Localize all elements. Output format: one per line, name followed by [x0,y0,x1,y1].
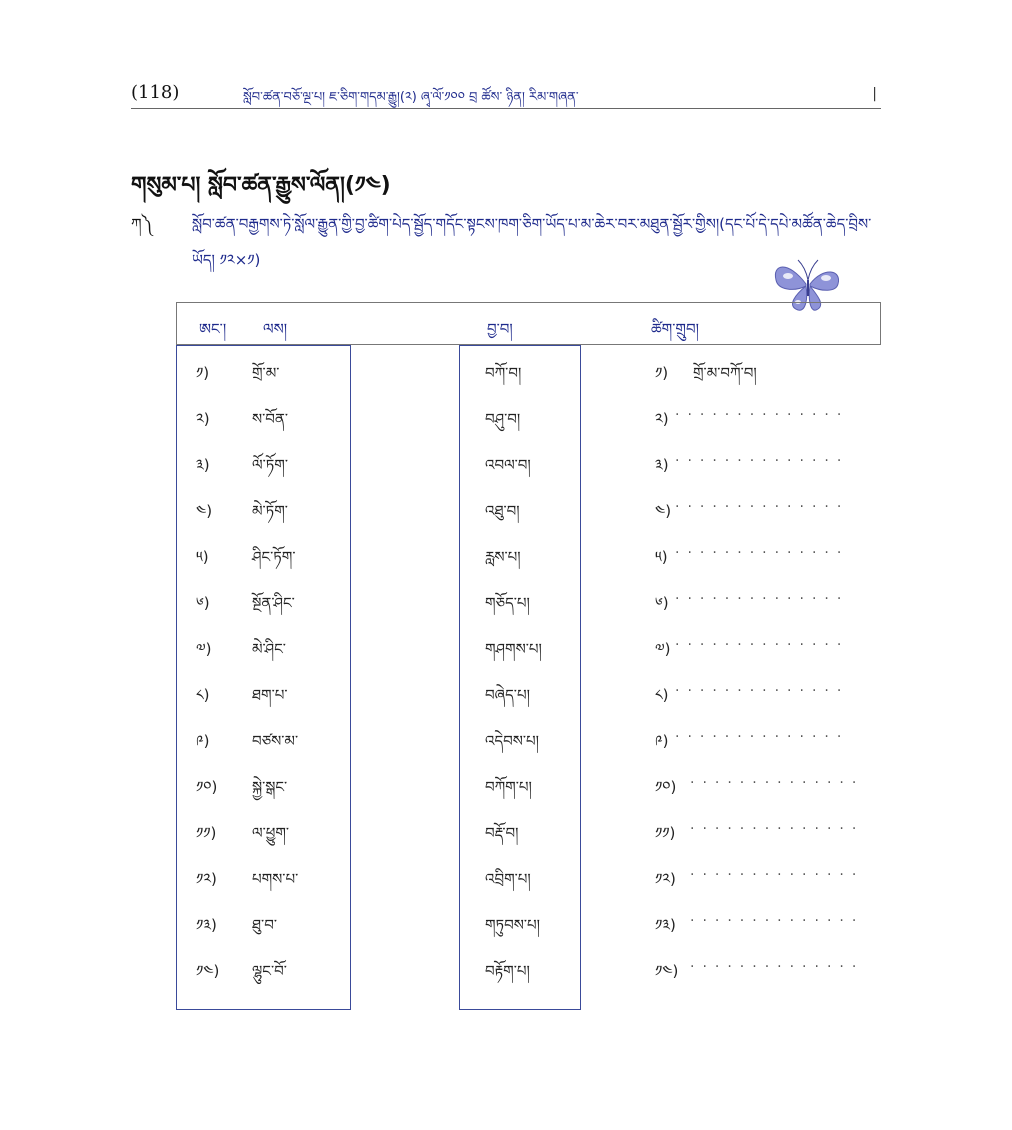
row-verb: གཅོད་པ། [485,594,530,612]
row-verb: འབྲིག་པ། [485,870,531,888]
answer-blank[interactable]: ·············· [675,637,850,653]
answer-number: ༡༢) [655,870,676,888]
row-verb: བརྟོག་པ། [485,962,530,980]
row-number: ༡༡) [196,824,217,842]
row-noun: མེ་ཤིང་ [252,640,286,658]
table-row [0,817,1012,857]
table-row [0,955,1012,995]
row-verb: བཀོ་བ། [485,364,522,382]
answer-blank[interactable]: ·············· [690,913,865,929]
answer-blank[interactable]: ·············· [675,729,850,745]
answer-blank[interactable]: ·············· [675,591,850,607]
row-noun: གྲོ་མ་ [252,364,280,382]
row-number: ༨) [196,686,210,704]
row-number: ༡) [196,364,210,382]
row-number: ༦) [196,594,210,612]
table-row [0,449,1012,489]
row-verb: བཞེད་པ། [485,686,530,704]
row-number: ༥) [196,548,209,566]
row-noun: ལྷུང་བོ་ [252,962,287,980]
row-noun: ཐག་པ་ [252,686,288,704]
header-verb: བྱ་བ། [487,320,513,338]
row-noun: བཙས་མ་ [252,732,299,750]
row-number: ༡༢) [196,870,217,888]
row-noun: ལ་ཕྱུག་ [252,824,290,842]
row-verb: འདེབས་པ། [485,732,539,750]
answer-blank[interactable]: ·············· [675,683,850,699]
row-noun: མེ་ཏོག་ [252,502,288,520]
answer-number: ༡༡) [655,824,676,842]
answer-blank[interactable]: ·············· [675,453,850,469]
row-verb: བཤུ་བ། [485,410,521,428]
row-number: ༧) [196,640,212,658]
header-divider-bar: | [872,86,877,102]
answer-blank[interactable]: ·············· [675,545,850,561]
row-number: ༡༠) [196,778,218,796]
answer-number: ༢) [655,410,669,428]
table-row [0,633,1012,673]
row-verb: བཀོག་པ། [485,778,532,796]
section-title: གསུམ་པ། སློབ་ཚན་རྒྱུས་ལོན།(༡༤) [131,173,391,198]
answer-blank[interactable]: ·············· [675,499,850,515]
row-verb: གཤགས་པ། [485,640,542,658]
table-row [0,403,1012,443]
page-header [131,80,881,109]
header-sentence: ཚིག་གྲུབ། [651,320,699,338]
answer-blank[interactable]: ·············· [675,407,850,423]
row-noun: སྔོན་ཤིང་ [252,594,295,612]
table-row [0,357,1012,397]
running-title: སློབ་ཚན་བཅོ་ལྔ་པ། ཇ་ཅིག་གདམ་རྒྱུ།(༢) ཞྭ་ལོ་༡༠༠ བྲ ཚོས་ ཉིན། རིམ་གཞན་ [243,90,579,105]
question-label: ཀ༽ [131,215,153,233]
answer-number: ༨) [655,686,669,704]
header-noun: ལས། [263,320,288,338]
row-number: ༡༣) [196,916,217,934]
answer-number: ༩) [655,732,669,750]
row-number: ༣) [196,456,210,474]
answer-blank[interactable]: ·············· [690,959,865,975]
answer-number: ༣) [655,456,669,474]
table-row [0,587,1012,627]
table-row [0,863,1012,903]
row-verb: གཏུབས་པ། [485,916,540,934]
answer-number: ༡) [655,364,669,382]
row-noun: པགས་པ་ [252,870,299,888]
row-number: ༢) [196,410,210,428]
answer-blank[interactable]: ·············· [690,775,865,791]
answer-number: ༤) [655,502,672,520]
answer-example: གྲོ་མ་བཀོ་བ། [693,364,757,382]
row-noun: སྐྱེ་སྒང་ [252,778,288,796]
answer-number: ༡༣) [655,916,676,934]
question-instruction: སློབ་ཚན་བརྒྱགས་ཏེ་སློལ་རྒྱུན་གྱི་བྱ་ཚིག་པེད་སྦྱོད་གདོང་སྟངས་ཁག་ཅིག་ཡོད་པ་མ་ཆེར་བར་མཐུན་སྦྱོར་གྱིས།(དང་པོ་དེ་དཔེ་མཚོན་ཆེད་བྲིས་ཡོད། ༡༢×༡) [192,215,872,269]
row-noun: ཤིང་ཏོག་ [252,548,296,566]
row-number: ༩) [196,732,210,750]
answer-number: ༧) [655,640,671,658]
table-row [0,495,1012,535]
row-number: ༡༤) [196,962,220,980]
answer-blank[interactable]: ·············· [690,821,865,837]
page-number: (118) [131,82,180,103]
answer-number: ༥) [655,548,668,566]
answer-number: ༦) [655,594,669,612]
header-number: ཨང་། [199,320,227,338]
table-header [176,302,881,345]
row-number: ༤) [196,502,213,520]
answer-number: ༡༠) [655,778,677,796]
row-verb: བརྡོ་བ། [485,824,519,842]
answer-blank[interactable]: ·············· [690,867,865,883]
row-verb: འཐུ་བ། [485,502,520,520]
row-verb: འབལ་བ། [485,456,531,474]
answer-number: ༡༤) [655,962,679,980]
table-row [0,771,1012,811]
row-noun: ས་བོན་ [252,410,289,428]
table-row [0,909,1012,949]
row-noun: ལོ་ཏོག་ [252,456,288,474]
table-row [0,541,1012,581]
row-verb: རླས་པ། [485,548,521,566]
row-noun: ཐུ་བ་ [252,916,277,934]
table-row [0,679,1012,719]
table-row [0,725,1012,765]
